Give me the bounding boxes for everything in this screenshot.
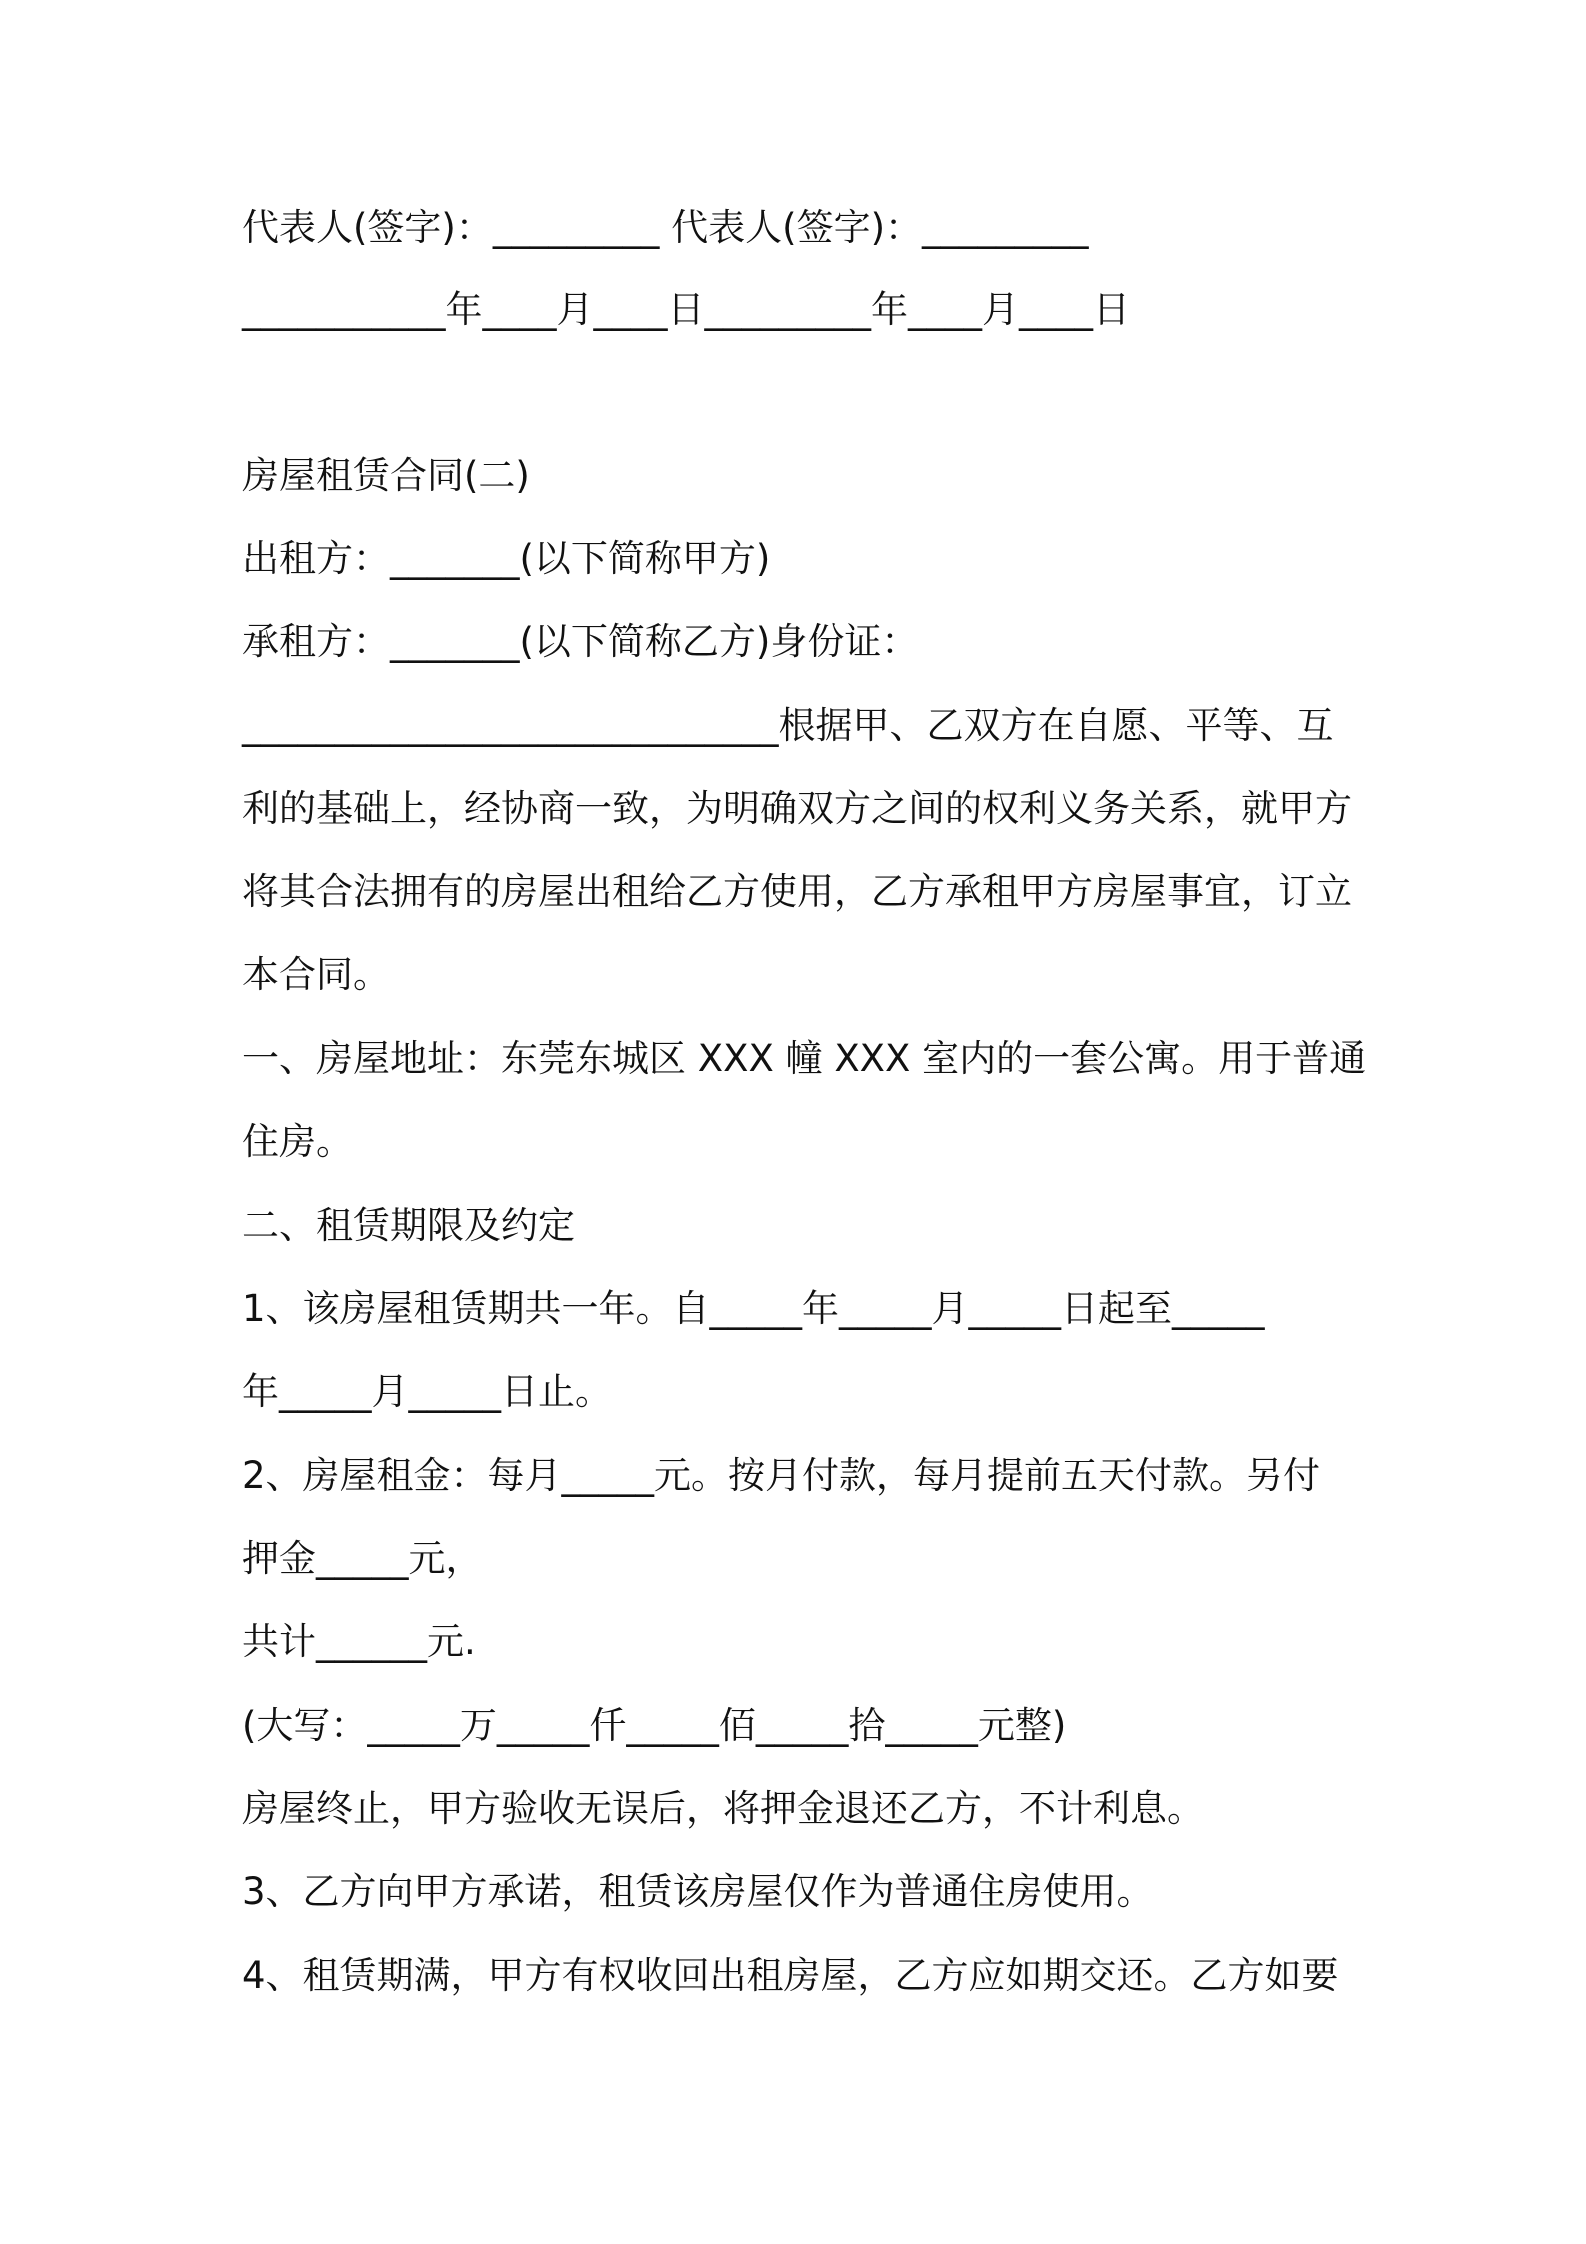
lessee-line: 承租方：_______(以下简称乙方)身份证：: [242, 620, 919, 663]
date-line: ___________年____月____日_________年____月____日: [242, 288, 1130, 331]
clause-2-heading: 二、租赁期限及约定: [242, 1204, 575, 1247]
contract-title: 房屋租赁合同(二): [242, 454, 530, 497]
total-line: 共计______元.: [242, 1620, 476, 1663]
deposit-return-line: 房屋终止，甲方验收无误后，将押金退还乙方，不计利息。: [242, 1787, 1204, 1830]
clause-1-line-1: 一、房屋地址：东莞东城区 XXX 幢 XXX 室内的一套公寓。用于普通: [242, 1037, 1367, 1080]
term-line-2: 年_____月_____日止。: [242, 1370, 612, 1413]
usage-line: 3、乙方向甲方承诺，租赁该房屋仅作为普通住房使用。: [242, 1870, 1154, 1913]
rent-line-2: 押金_____元，: [242, 1537, 483, 1580]
clause-1-line-2: 住房。: [242, 1120, 353, 1163]
preamble-line-2: 利的基础上，经协商一致，为明确双方之间的权利义务关系，就甲方: [242, 787, 1352, 830]
rent-line-1: 2、房屋租金：每月_____元。按月付款，每月提前五天付款。另付: [242, 1454, 1321, 1497]
signature-line: 代表人(签字)：_________ 代表人(签字)：_________: [242, 206, 1089, 249]
expiry-line: 4、租赁期满，甲方有权收回出租房屋，乙方应如期交还。乙方如要: [242, 1954, 1339, 1997]
preamble-line-3: 将其合法拥有的房屋出租给乙方使用，乙方承租甲方房屋事宜，订立: [242, 870, 1352, 913]
lessor-line: 出租方：_______(以下简称甲方): [242, 537, 771, 580]
preamble-line-4: 本合同。: [242, 953, 390, 996]
amount-in-words-line: (大写：_____万_____仟_____佰_____拾_____元整): [242, 1704, 1067, 1747]
term-line-1: 1、该房屋租赁期共一年。自_____年_____月_____日起至_____: [242, 1287, 1265, 1330]
preamble-line-1: _____________________________根据甲、乙双方在自愿、平等、互: [242, 704, 1334, 747]
